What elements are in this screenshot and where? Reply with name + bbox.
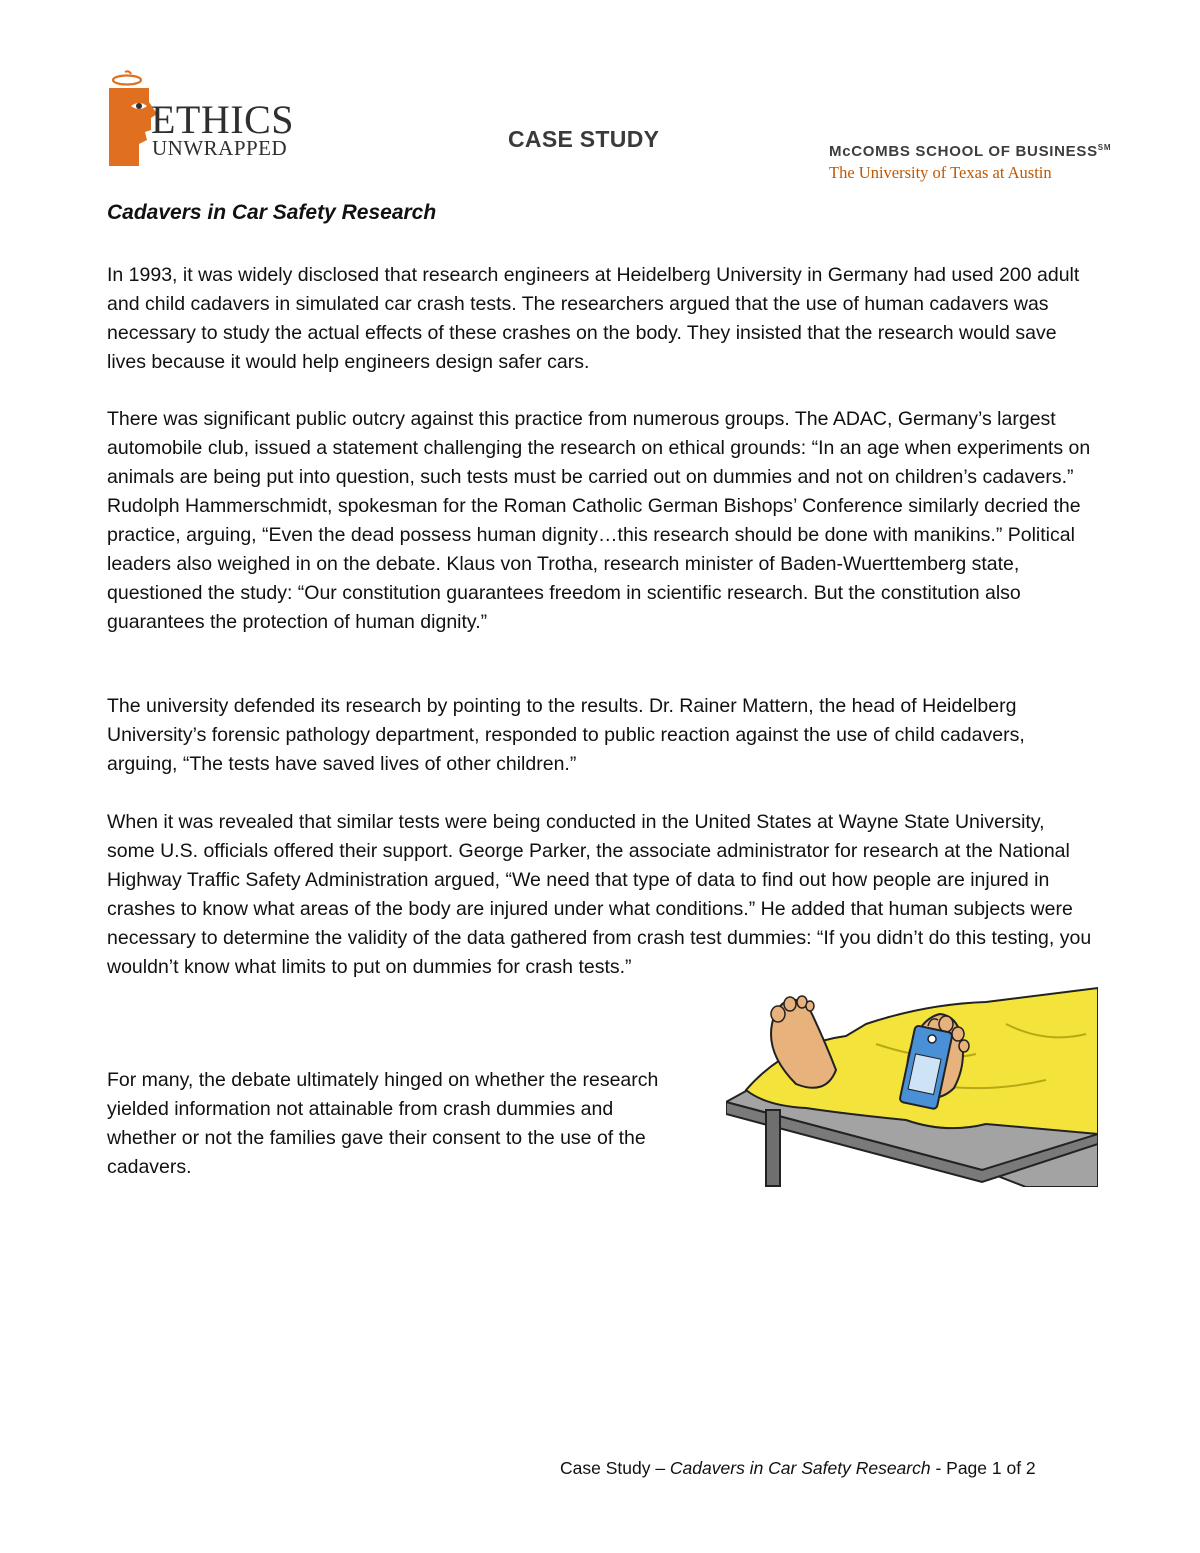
- logo-word-ethics: ETHICS: [151, 97, 294, 142]
- paragraph-2: There was significant public outcry against this practice from numerous groups. The ADAC, Germany’s largest automobile club, issued a statement challenging the research on ethical grounds: “In an age when experiments on animals are being put into question, such tests must be carried out on dummies and not on children’s cadavers.” Rudolph Hammerschmidt, spokesman for the Roman Catholic German Bishops’ Conference similarly decried the practice, arguing, “Even the dead possess human dignity…this research should be done with manikins.” Political leaders also weighed in on the debate. Klaus von Trotha, research minister of Baden-Wuerttemberg state, questioned the study: “Our constitution guarantees freedom in scientific research. But the constitution also guarantees the protection of human dignity.”: [107, 408, 1091, 633]
- paragraph-4-text: When it was revealed that similar tests were being conducted in the United States at Wayne State University, some U.S. officials offered their support. George Parker, the associate administrator for research at the National Highway Traffic Safety Administration argued, “We need that type of data to find out how people are injured in crashes to know what areas of the body are injured under what conditions.” He added that human subjects were necessary to determine the validity of the data gathered from crash test dummies: “If you didn’t do this testing, you wouldn’t know what limits to put on dummies for crash tests.”: [107, 811, 1092, 978]
- page-footer: [560, 1458, 1036, 1479]
- ethics-unwrapped-logo: [105, 70, 330, 170]
- school-name-text: McCOMBS SCHOOL OF BUSINESS: [829, 143, 1098, 160]
- paragraph-5: For many, the debate ultimately hinged on whether the research yielded information not attainable from crash dummies and whether or not the families gave their consent to the use of the cadavers.: [107, 1069, 659, 1178]
- footer-page-number: - Page 1 of 2: [930, 1458, 1036, 1478]
- logo-word-unwrapped: UNWRAPPED: [152, 136, 288, 160]
- paragraph-4: [107, 808, 1097, 982]
- toe-tag-feet-illustration: [726, 984, 1098, 1187]
- paragraph-1: In 1993, it was widely disclosed that research engineers at Heidelberg University in Germany had used 200 adult and child cadavers in simulated car crash tests. The researchers argued that the use of human cadavers was necessary to study the actual effects of these crashes on the body. They insisted that the research would save lives because it would help engineers design safer cars.: [107, 264, 1080, 373]
- footer-title: Cadavers in Car Safety Research: [669, 1458, 931, 1478]
- service-mark: SM: [1097, 143, 1112, 152]
- university-name: The University of Texas at Austin: [829, 163, 1052, 182]
- doc-type-label: CASE STUDY: [508, 126, 660, 152]
- footer-prefix: Case Study –: [560, 1458, 670, 1478]
- case-title: Cadavers in Car Safety Research: [107, 201, 437, 224]
- school-name: [829, 143, 1111, 160]
- paragraph-3: The university defended its research by pointing to the results. Dr. Rainer Mattern, the head of Heidelberg University’s forensic pathology department, responded to public reaction against the use of child cadavers, arguing, “The tests have saved lives of other children.”: [107, 695, 1025, 775]
